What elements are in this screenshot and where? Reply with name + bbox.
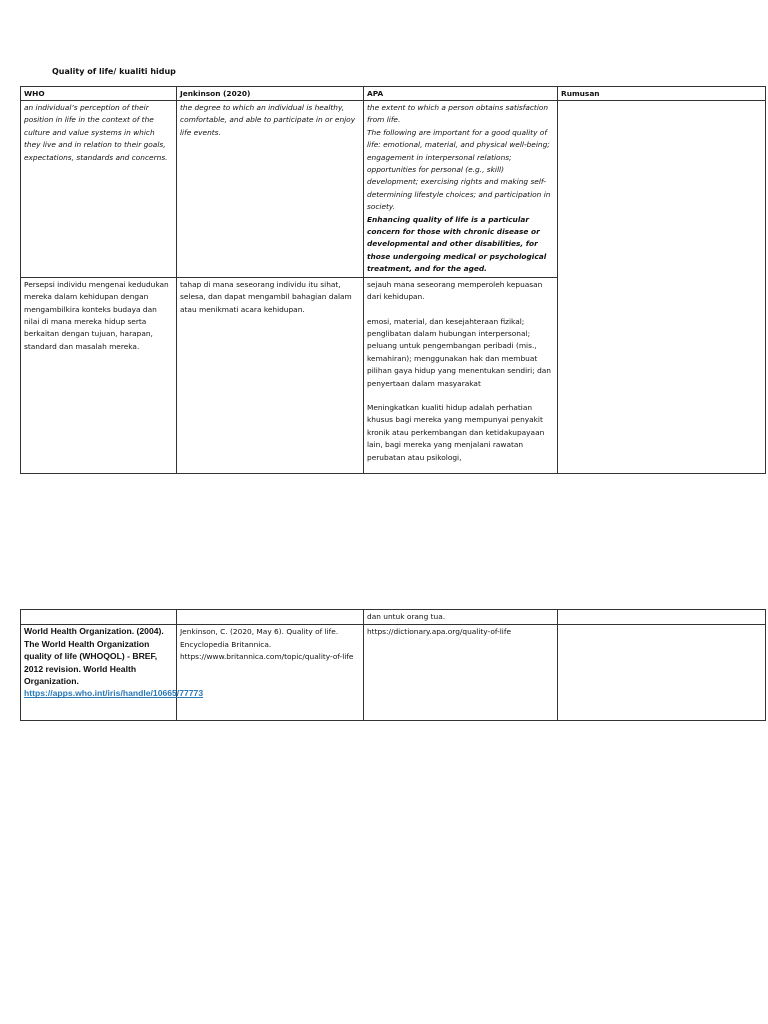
quality-of-life-table-continued (20, 609, 766, 721)
header-apa: APA (364, 87, 558, 101)
table-header-row (21, 87, 766, 101)
apa-intro-en: the extent to which a person obtains satisfaction from life. (367, 103, 549, 125)
apa-emphasis-en: Enhancing quality of life is a particular concern for those with chronic disease or developmental and other disabilities, for those undergoing medical or psychological treatment, and for the aged. (367, 214, 547, 274)
table-row-continuation (21, 610, 766, 625)
jenkinson-definition-en: the degree to which an individual is healthy, comfortable, and able to participate in or enjoy life events. (177, 101, 364, 278)
rumusan-reference (558, 625, 766, 721)
apa-continuation: dan untuk orang tua. (364, 610, 558, 625)
who-reference-text: World Health Organization. (2004). The World Health Organization quality of life (WHOQOL) - BREF, 2012 revision. World Health Organization. (24, 626, 164, 687)
rumusan-continuation (558, 610, 766, 625)
quality-of-life-table (20, 86, 766, 474)
header-jenkinson: Jenkinson (2020) (177, 87, 364, 101)
who-definition-en: an individual’s perception of their position in life in the context of the culture and value systems in which they live and in relation to their goals, expectations, standards and concerns. (21, 101, 177, 278)
apa-para3-ms: Meningkatkan kualiti hidup adalah perhatian khusus bagi mereka yang mempunyai penyakit kronik atau perkembangan dan ketidakupayaan lain, bagi mereka yang menjalani rawatan perubatan atau psikologi, (367, 402, 545, 462)
apa-para2-ms: emosi, material, dan kesejahteraan fizikal; penglibatan dalam hubungan interpersonal; peluang untuk pengembangan peribadi (mis., kemahiran); menggunakan hak dan membuat pilihan gaya hidup yang menentukan sendiri; dan penyertaan dalam masyarakat (367, 316, 551, 388)
who-definition-ms: Persepsi individu mengenai kedudukan mereka dalam kehidupan dengan mengambilkira konteks budaya dan nilai di mana mereka hidup serta berkaitan dengan tujuan, harapan, standard dan masalah mereka. (21, 277, 177, 473)
header-rumusan: Rumusan (558, 87, 766, 101)
table-row-references (21, 625, 766, 721)
rumusan-cell (558, 101, 766, 474)
header-who: WHO (21, 87, 177, 101)
jenkinson-definition-ms: tahap di mana seseorang individu itu sihat, selesa, dan dapat mengambil bahagian dalam atau menikmati acara kehidupan. (177, 277, 364, 473)
who-reference (21, 625, 204, 721)
apa-reference: https://dictionary.apa.org/quality-of-life (364, 625, 558, 721)
jenkinson-reference: Jenkinson, C. (2020, May 6). Quality of life. Encyclopedia Britannica. https://www.britannica.com/topic/quality-of-life (177, 625, 364, 721)
document-title: Quality of life/ kualiti hidup (52, 67, 176, 76)
who-continuation (21, 610, 177, 625)
who-reference-link[interactable]: https://apps.who.int/iris/handle/10665/77773 (24, 688, 204, 699)
table-row-english (21, 101, 766, 278)
apa-para1-ms: sejauh mana seseorang memperoleh kepuasan dari kehidupan. (367, 279, 543, 302)
apa-list-en: The following are important for a good quality of life: emotional, material, and physical well-being; engagement in interpersonal relations; opportunities for personal (e.g., skill) development; exercising rights and making self-determining lifestyle choices; and participation in society. (367, 127, 551, 212)
apa-definition-en (364, 101, 558, 278)
jenkinson-continuation (177, 610, 364, 625)
apa-definition-ms (364, 277, 558, 473)
